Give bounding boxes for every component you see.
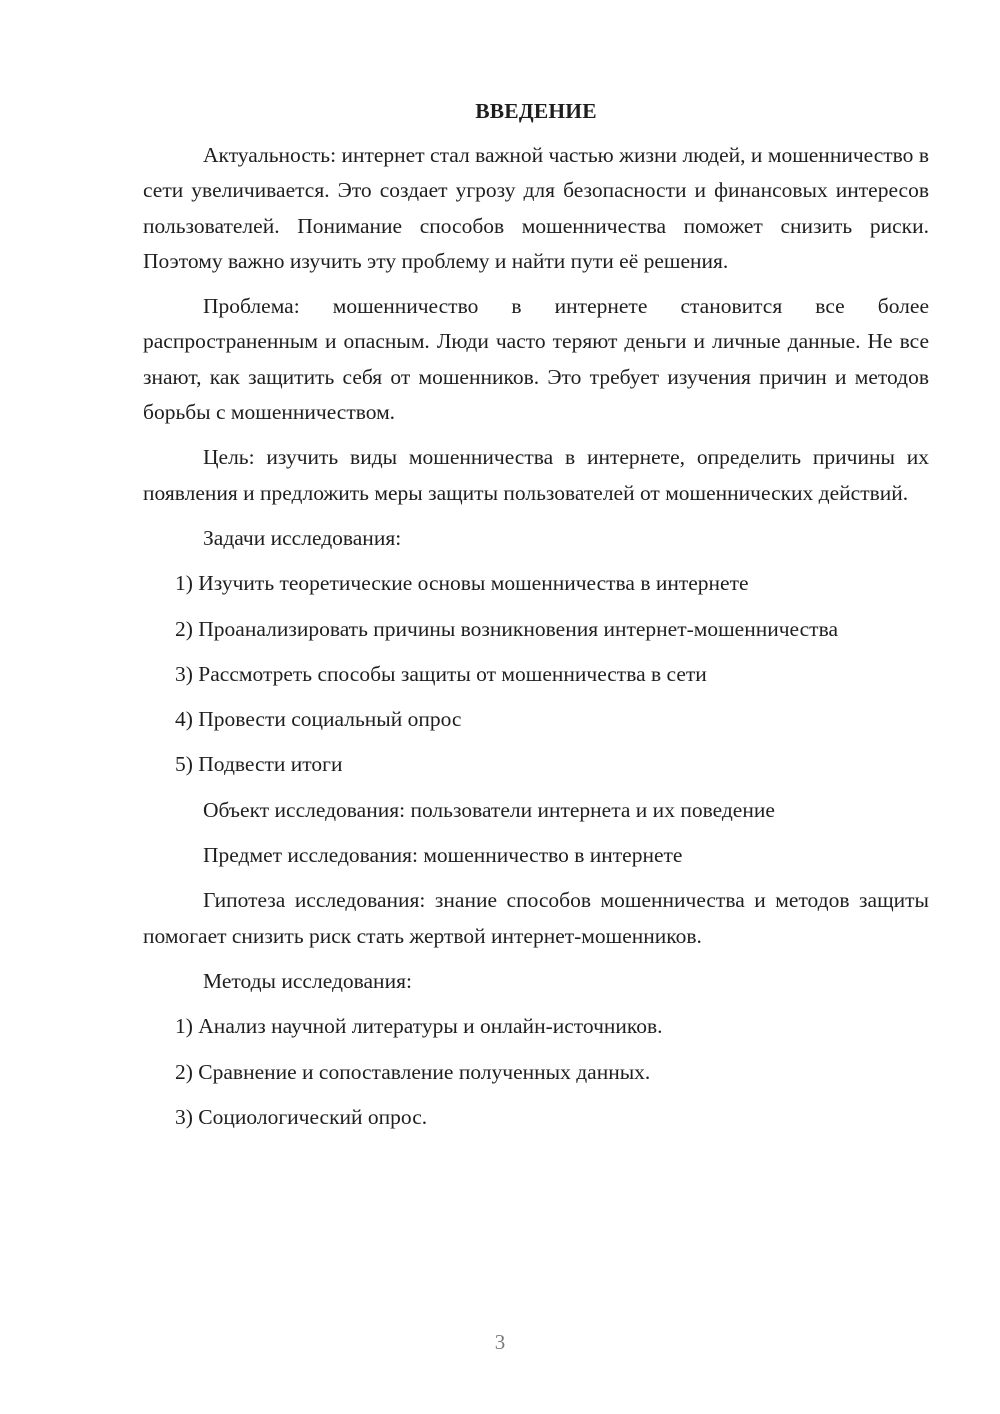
task-item-1: 1) Изучить теоретические основы мошенничества в интернете — [175, 571, 749, 596]
method-item-1: 1) Анализ научной литературы и онлайн-источников. — [175, 1014, 663, 1039]
tasks-heading: Задачи исследования: — [203, 525, 402, 550]
relevance-paragraph: Актуальность: интернет стал важной частью жизни людей, и мошенничество в сети увеличивается. Это создает угрозу для безопасности и финансовых интересов пользователей. Понимание способов мошенничества поможет снизить риски. Поэтому важно изучить эту проблему и найти пути её решения. — [143, 143, 929, 273]
research-object: Объект исследования: пользователи интернета и их поведение — [203, 797, 775, 822]
page-title: ВВЕДЕНИЕ — [475, 99, 597, 123]
research-hypothesis: Гипотеза исследования: знание способов мошенничества и методов защиты помогает снизить риск стать жертвой интернет-мошенников. — [143, 888, 929, 948]
task-item-5: 5) Подвести итоги — [175, 752, 343, 777]
methods-heading: Методы исследования: — [203, 968, 412, 993]
page-number: 3 — [494, 1330, 506, 1354]
task-item-2: 2) Проанализировать причины возникновения интернет-мошенничества — [175, 616, 838, 641]
task-item-4: 4) Провести социальный опрос — [175, 707, 462, 732]
task-item-3: 3) Рассмотреть способы защиты от мошенничества в сети — [175, 661, 707, 686]
method-item-3: 3) Социологический опрос. — [175, 1104, 428, 1129]
problem-paragraph: Проблема: мошенничество в интернете становится все более распространенным и опасным. Люди часто теряют деньги и личные данные. Не все знают, как защитить себя от мошенников. Это требует изучения причин и методов борьбы с мошенничеством. — [143, 294, 929, 425]
research-subject: Предмет исследования: мошенничество в интернете — [203, 843, 683, 868]
method-item-2: 2) Сравнение и сопоставление полученных данных. — [175, 1059, 651, 1084]
page-content — [143, 94, 929, 1145]
goal-paragraph: Цель: изучить виды мошенничества в интернете, определить причины их появления и предложить меры защиты пользователей от мошеннических действий. — [143, 445, 929, 505]
